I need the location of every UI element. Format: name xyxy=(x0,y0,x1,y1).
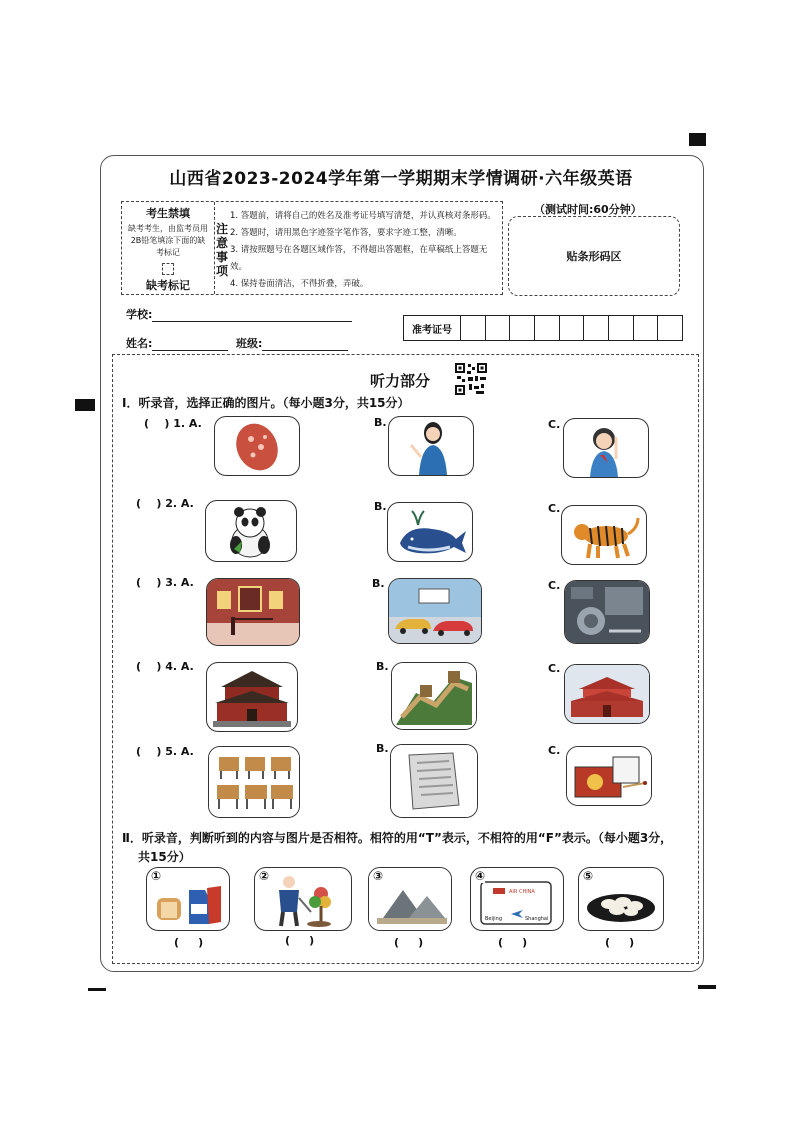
matches-image[interactable] xyxy=(566,746,652,806)
dumplings-image[interactable] xyxy=(578,867,664,931)
item-5-answer[interactable]: ( ) xyxy=(605,936,635,949)
part2-instruction-line2: 共15分） xyxy=(138,850,191,864)
ticket-airline: AIR CHINA xyxy=(509,889,535,895)
exam-number-cell[interactable] xyxy=(510,316,535,340)
exam-number-label: 准考证号 xyxy=(404,316,461,340)
bread-milk-image[interactable] xyxy=(146,867,230,931)
absent-checkbox[interactable] xyxy=(162,263,174,275)
notice-side-title: 注意事项 xyxy=(216,222,229,278)
registration-mark-bottom-left xyxy=(88,988,106,991)
q5-option-c-label: C. xyxy=(548,744,561,757)
planting-tree-image[interactable] xyxy=(254,867,352,931)
candidate-title: 考生禁填 xyxy=(146,207,190,220)
great-wall-image[interactable] xyxy=(391,662,477,730)
rule-item: 4. 保持卷面清洁，不得折叠，弄破。 xyxy=(230,279,369,289)
exam-number-cell[interactable] xyxy=(486,316,511,340)
school-label: 学校: xyxy=(126,308,153,321)
exam-number-cell[interactable] xyxy=(535,316,560,340)
name-input-line[interactable] xyxy=(152,350,228,351)
exam-number-cell[interactable] xyxy=(634,316,659,340)
salute-girl-image[interactable] xyxy=(563,418,649,478)
sausage-image[interactable] xyxy=(214,416,300,476)
q3-option-c-label: C. xyxy=(548,579,561,592)
class-field[interactable] xyxy=(236,335,348,351)
q2-option-c-label: C. xyxy=(548,502,561,515)
q5-option-b-label: B. xyxy=(376,742,389,755)
item-1-number: ① xyxy=(151,869,162,883)
desks-image[interactable] xyxy=(208,746,300,818)
newspaper-image[interactable] xyxy=(390,744,478,818)
exam-number-cell[interactable] xyxy=(461,316,486,340)
section-title: 听力部分 xyxy=(370,372,431,390)
item-2-number: ② xyxy=(259,869,270,883)
ticket-to: Shanghai xyxy=(525,916,549,922)
school-field[interactable] xyxy=(126,306,352,322)
q1-option-b-label: B. xyxy=(374,416,387,429)
name-label: 姓名: xyxy=(126,337,153,350)
q4-option-c-label: C. xyxy=(548,662,561,675)
qr-code-icon xyxy=(454,362,488,396)
item-3-number: ③ xyxy=(373,869,384,883)
item-5-number: ⑤ xyxy=(583,869,594,883)
candidate-box xyxy=(122,202,215,294)
tiger-image[interactable] xyxy=(561,505,647,565)
science-museum-image[interactable] xyxy=(564,580,650,644)
barcode-area xyxy=(508,216,680,296)
q2-option-b-label: B. xyxy=(374,500,387,513)
name-field[interactable] xyxy=(126,335,228,351)
exam-number-cell[interactable] xyxy=(584,316,609,340)
registration-mark-left xyxy=(75,399,95,411)
part2-instruction-line1: Ⅱ．听录音，判断听到的内容与图片是否相符。相符的用“T”表示，不相符的用“F”表示。（每小题3分， xyxy=(122,831,673,845)
teacher-image[interactable] xyxy=(388,416,474,476)
palace-image[interactable] xyxy=(206,662,298,732)
barcode-label: 贴条形码区 xyxy=(566,250,622,263)
exam-number-cell[interactable] xyxy=(658,316,682,340)
car-show-image[interactable] xyxy=(388,578,482,644)
notice-rules xyxy=(230,208,498,293)
question-3-label[interactable]: ( ) 3. A. xyxy=(136,576,194,589)
question-4-label[interactable]: ( ) 4. A. xyxy=(136,660,194,673)
notice-box xyxy=(121,201,503,295)
item-4-answer[interactable]: ( ) xyxy=(498,936,528,949)
registration-mark-top-right xyxy=(689,133,706,146)
ticket-from: Beijing xyxy=(485,916,503,922)
item-2-answer[interactable]: ( ) xyxy=(285,934,315,947)
museum-image[interactable] xyxy=(206,578,300,646)
registration-mark-bottom-right xyxy=(698,985,716,989)
pyramid-image[interactable] xyxy=(368,867,452,931)
page-title: 山西省2023-2024学年第一学期期末学情调研·六年级英语 xyxy=(169,169,633,189)
part1-instruction: Ⅰ．听录音，选择正确的图片。（每小题3分，共15分） xyxy=(122,396,410,410)
rule-item: 2. 答题时，请用黑色字迹签字笔作答，要求字迹工整，清晰。 xyxy=(230,228,462,238)
q1-option-c-label: C. xyxy=(548,418,561,431)
question-1-label[interactable]: ( ) 1. A. xyxy=(144,417,202,430)
exam-number-grid[interactable] xyxy=(403,315,683,341)
exam-number-cell[interactable] xyxy=(560,316,585,340)
q3-option-b-label: B. xyxy=(372,577,385,590)
q4-option-b-label: B. xyxy=(376,660,389,673)
school-input-line[interactable] xyxy=(152,321,352,322)
time-label: （测试时间:60分钟） xyxy=(534,203,642,216)
question-5-label[interactable]: ( ) 5. A. xyxy=(136,745,194,758)
class-label: 班级: xyxy=(236,337,263,350)
item-3-answer[interactable]: ( ) xyxy=(394,936,424,949)
rule-item: 3. 请按照题号在各题区域作答，不得超出答题框，在草稿纸上答题无效。 xyxy=(230,245,488,272)
whale-image[interactable] xyxy=(387,502,473,562)
tiananmen-image[interactable] xyxy=(564,664,650,724)
flight-ticket-image[interactable] xyxy=(470,867,564,931)
absent-mark-label: 缺考标记 xyxy=(146,279,190,292)
class-input-line[interactable] xyxy=(262,350,348,351)
item-1-answer[interactable]: ( ) xyxy=(174,936,204,949)
exam-number-cell[interactable] xyxy=(609,316,634,340)
rule-item: 1. 答题前，请将自己的姓名及准考证号填写清楚，并认真核对条形码。 xyxy=(230,211,496,221)
panda-image[interactable] xyxy=(205,500,297,562)
question-2-label[interactable]: ( ) 2. A. xyxy=(136,497,194,510)
candidate-text: 缺考考生，由监考员用2B铅笔填涂下面的缺考标记 xyxy=(128,224,208,257)
item-4-number: ④ xyxy=(475,869,486,883)
